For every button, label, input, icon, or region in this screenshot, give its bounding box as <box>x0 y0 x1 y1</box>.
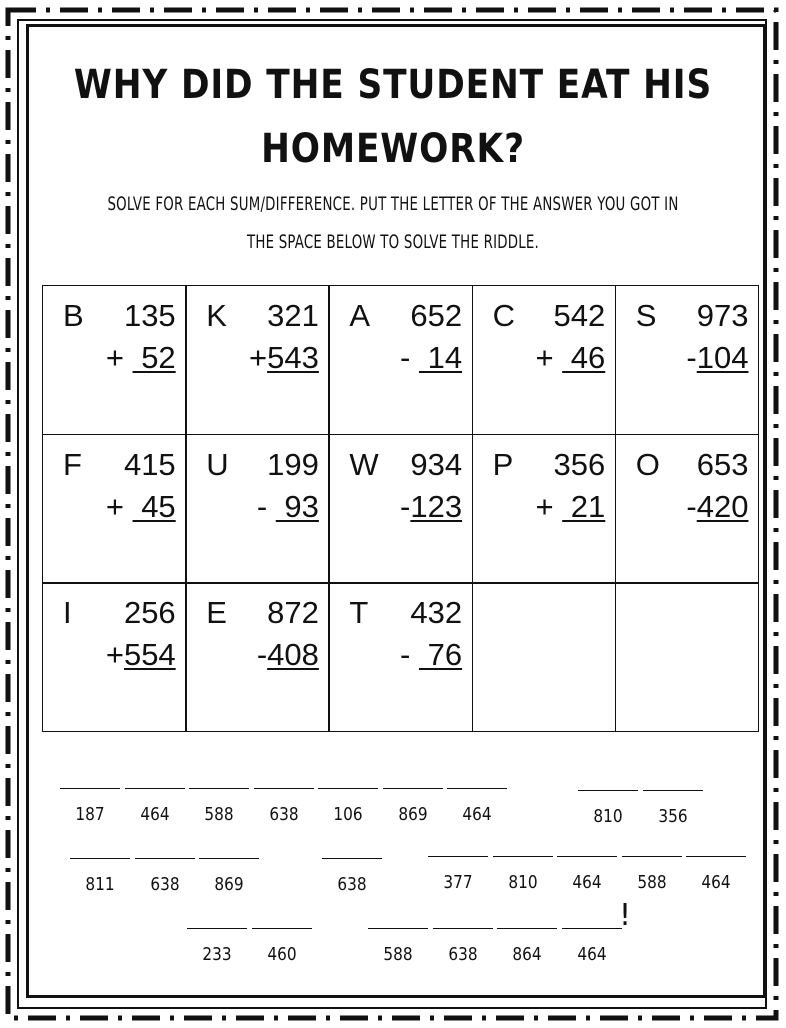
answer-code: 638 <box>337 874 367 895</box>
problem-cell <box>472 582 617 732</box>
problem-top-number: 653 <box>696 446 749 482</box>
blank-line <box>254 788 314 789</box>
answer-blank[interactable] <box>125 788 185 840</box>
blank-line <box>622 856 682 857</box>
answer-blank[interactable] <box>368 928 428 980</box>
answer-code: 810 <box>507 872 538 893</box>
problem-letter: B <box>63 298 84 333</box>
blank-line <box>322 858 382 859</box>
title-line-1: WHY DID THE STUDENT EAT HIS <box>73 62 713 108</box>
problem-bottom-number <box>249 340 319 376</box>
problem-grid <box>42 285 758 731</box>
answer-blank[interactable] <box>578 790 638 842</box>
problem-bottom-number <box>686 340 748 376</box>
answer-code: 638 <box>268 804 299 825</box>
blank-line <box>252 928 312 929</box>
answer-blank[interactable] <box>135 858 195 910</box>
blank-line <box>493 856 553 857</box>
blank-line <box>125 788 185 789</box>
blank-line <box>383 788 443 789</box>
answer-blank[interactable] <box>433 928 493 980</box>
operand: 45 <box>132 488 176 524</box>
problem-letter: U <box>206 446 229 482</box>
answer-blank[interactable] <box>252 928 312 980</box>
problem-letter: W <box>349 446 379 482</box>
problem-cell <box>615 434 760 584</box>
operator: - <box>686 488 697 524</box>
problem-bottom-number <box>106 340 176 376</box>
problem-cell <box>42 285 187 435</box>
answer-blank[interactable] <box>447 788 507 840</box>
operator: - <box>256 637 268 673</box>
title-line-2: HOMEWORK? <box>261 126 525 172</box>
answer-code: 464 <box>139 804 170 825</box>
blank-line <box>562 928 622 929</box>
problem-top-number: 135 <box>123 298 176 333</box>
answer-code: 588 <box>204 804 234 825</box>
operator: + <box>249 340 268 375</box>
operator: - <box>400 340 419 375</box>
answer-blank[interactable] <box>383 788 443 840</box>
answer-code: 377 <box>443 872 473 893</box>
problem-bottom-number <box>257 637 319 673</box>
problem-letter: T <box>349 595 369 631</box>
operator: + <box>535 340 563 375</box>
exclamation-mark: ! <box>619 898 632 933</box>
answer-code: 869 <box>214 874 244 895</box>
problem-cell <box>328 434 473 584</box>
blank-line <box>578 790 638 791</box>
problem-top-number: 356 <box>553 446 606 482</box>
problem-cell <box>328 582 473 732</box>
answer-blank[interactable] <box>493 856 553 908</box>
operand: 554 <box>123 637 176 673</box>
answer-code: 464 <box>572 872 602 893</box>
answer-blank[interactable] <box>318 788 378 840</box>
problem-top-number: 973 <box>696 298 749 333</box>
answer-blank[interactable] <box>322 858 382 910</box>
answer-code: 638 <box>447 944 478 965</box>
blank-line <box>557 856 617 857</box>
problem-letter: K <box>206 298 227 333</box>
blank-line <box>686 856 746 857</box>
problem-cell <box>185 582 330 732</box>
problem-cell <box>42 582 187 732</box>
operator: + <box>105 340 133 375</box>
answer-code: 233 <box>202 944 232 965</box>
problem-bottom-number <box>257 489 319 525</box>
problem-bottom-number <box>106 489 176 525</box>
answer-code: 638 <box>149 874 180 895</box>
answer-code: 869 <box>397 804 428 825</box>
answer-code: 356 <box>657 806 688 827</box>
answer-code: 464 <box>576 944 607 965</box>
problem-letter: A <box>349 298 371 333</box>
operand: 93 <box>275 488 319 524</box>
problem-letter: P <box>492 446 514 482</box>
answer-code: 588 <box>383 944 413 965</box>
answer-code: 464 <box>701 872 731 893</box>
answer-blank[interactable] <box>199 858 259 910</box>
operator: - <box>400 637 419 673</box>
answer-blank[interactable] <box>557 856 617 908</box>
blank-line <box>187 928 247 929</box>
answer-blank[interactable] <box>70 858 130 910</box>
problem-bottom-number <box>106 637 176 673</box>
operator: + <box>105 488 133 524</box>
answer-code: 810 <box>593 806 623 827</box>
operand: 104 <box>696 340 749 375</box>
problem-top-number: 321 <box>267 298 319 333</box>
problem-cell <box>472 434 617 584</box>
blank-line <box>70 858 130 859</box>
blank-line <box>368 928 428 929</box>
problem-top-number: 256 <box>123 595 176 631</box>
problem-cell <box>185 434 330 584</box>
operand: 46 <box>562 340 606 375</box>
problem-bottom-number <box>686 489 748 525</box>
problem-bottom-number <box>535 340 605 376</box>
blank-line <box>433 928 493 929</box>
answer-code: 187 <box>75 804 105 825</box>
operator: - <box>686 340 697 375</box>
answer-code: 864 <box>512 944 542 965</box>
answer-blank[interactable] <box>60 788 120 840</box>
blank-line <box>135 858 195 859</box>
answer-blank[interactable] <box>428 856 488 908</box>
problem-top-number: 199 <box>267 446 319 482</box>
answer-blank[interactable] <box>189 788 249 840</box>
answer-blank[interactable] <box>497 928 557 980</box>
problem-letter: I <box>63 595 72 631</box>
operand: 14 <box>418 340 463 375</box>
operand: 543 <box>267 340 319 375</box>
answer-blank[interactable] <box>643 790 703 842</box>
answer-code: 811 <box>85 874 115 895</box>
problem-top-number: 934 <box>410 446 463 482</box>
problem-letter: E <box>206 595 227 631</box>
answer-code: 588 <box>636 872 667 893</box>
instructions-line-1: SOLVE FOR EACH SUM/DIFFERENCE. PUT THE LETTER OF THE ANSWER YOU GOT IN <box>107 193 679 215</box>
problem-top-number: 542 <box>553 298 606 333</box>
operator: - <box>400 488 411 524</box>
problem-top-number: 415 <box>123 446 176 482</box>
problem-cell <box>42 434 187 584</box>
problem-bottom-number <box>400 340 462 376</box>
problem-bottom-number <box>400 637 462 673</box>
operand: 123 <box>410 488 463 524</box>
answer-blank[interactable] <box>686 856 746 908</box>
operand: 21 <box>562 488 606 524</box>
blank-line <box>643 790 703 791</box>
problem-cell <box>472 285 617 435</box>
answer-blank[interactable] <box>254 788 314 840</box>
answer-code: 106 <box>333 804 363 825</box>
problem-cell <box>615 582 760 732</box>
blank-line <box>189 788 249 789</box>
instructions-line-2: THE SPACE BELOW TO SOLVE THE RIDDLE. <box>246 231 540 253</box>
problem-letter: C <box>492 298 515 333</box>
problem-cell <box>328 285 473 435</box>
problem-letter: F <box>63 446 82 482</box>
problem-top-number: 872 <box>267 595 319 631</box>
problem-bottom-number <box>400 489 462 525</box>
blank-line <box>428 856 488 857</box>
problem-cell <box>185 285 330 435</box>
problem-letter: S <box>635 298 657 333</box>
problem-cell <box>615 285 760 435</box>
operator: + <box>105 637 124 673</box>
operand: 420 <box>696 488 749 524</box>
blank-line <box>497 928 557 929</box>
operand: 76 <box>418 637 463 673</box>
operator: + <box>535 488 563 524</box>
problem-top-number: 652 <box>410 298 463 333</box>
problem-top-number: 432 <box>410 595 463 631</box>
answer-code: 464 <box>462 804 492 825</box>
problem-bottom-number <box>535 489 605 525</box>
blank-line <box>60 788 120 789</box>
problem-letter: O <box>635 446 660 482</box>
blank-line <box>447 788 507 789</box>
operand: 52 <box>132 340 176 375</box>
blank-line <box>318 788 378 789</box>
blank-line <box>199 858 259 859</box>
answer-blank[interactable] <box>562 928 622 980</box>
operand: 408 <box>267 637 319 673</box>
answer-code: 460 <box>266 944 297 965</box>
answer-blank[interactable] <box>187 928 247 980</box>
operator: - <box>256 488 276 524</box>
